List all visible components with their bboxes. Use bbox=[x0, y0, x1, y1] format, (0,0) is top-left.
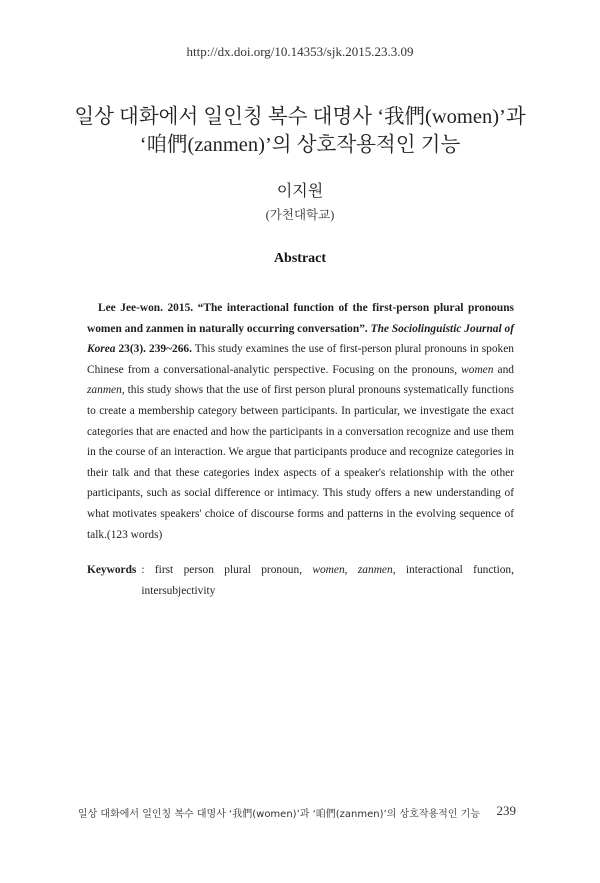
page-footer bbox=[0, 803, 600, 823]
paper-title bbox=[40, 103, 560, 159]
term-zanmen: zanmen bbox=[87, 384, 122, 397]
keyword-women: women bbox=[312, 564, 345, 576]
abstract-text-1: This study examines the use of first-person plural pronouns in spoken Chinese from a conversational-analytic perspective. Focusing on the pronouns, bbox=[87, 343, 514, 376]
keywords-part-1: : first person plural pronoun, bbox=[141, 564, 313, 576]
citation-author-year: Lee Jee-won. 2015. bbox=[98, 302, 198, 314]
citation-title: “The interactional function of the first-person plural pronouns women and zanmen in naturally occurring conversation”. bbox=[87, 302, 514, 335]
abstract-text-2: and bbox=[493, 363, 514, 376]
citation-volume-pages: 23(3). 239~266. bbox=[115, 343, 192, 356]
author-name: 이지원 bbox=[276, 183, 324, 200]
abstract-heading: Abstract bbox=[273, 251, 327, 266]
abstract-body bbox=[87, 298, 514, 545]
keywords-sep: , bbox=[344, 564, 358, 576]
running-title: 일상 대화에서 일인칭 복수 대명사 ‘我們(women)’과 ‘咱們(zanmen)’의 상호작용적인 기능 bbox=[77, 809, 480, 820]
term-women: women bbox=[461, 363, 494, 376]
title-line-1: 일상 대화에서 일인칭 복수 대명사 ‘我們(women)’과 bbox=[74, 106, 526, 128]
author-affiliation: (가천대학교) bbox=[265, 208, 335, 222]
keywords bbox=[87, 560, 514, 601]
abstract-text-3: , this study shows that the use of first person plural pronouns systematically functions to create a membership category between participants. In particular, we investigate the exact categories that are enacted and how the participants in a conversation recognize and use them in the course of an interaction. We argue that participants produce and recognize categories in their talk and that these categories index aspects of a speaker's relationship with the other participants, such as social difference or intimacy. This study offers a new understanding of what motivates speakers' choice of discourse forms and patterns in the evolving sequence of talk.(123 words) bbox=[87, 384, 514, 541]
doi-link[interactable]: http://dx.doi.org/10.14353/sjk.2015.23.3.09 bbox=[186, 44, 414, 59]
keywords-part-2: , interactional function, intersubjectivity bbox=[141, 564, 514, 597]
page-number: 239 bbox=[496, 803, 516, 818]
title-line-2: ‘咱們(zanmen)’의 상호작용적인 기능 bbox=[139, 134, 461, 156]
citation-journal: The Sociolinguistic Journal of Korea bbox=[87, 322, 515, 356]
keyword-zanmen: zanmen bbox=[357, 564, 393, 576]
keywords-list bbox=[136, 560, 514, 601]
keywords-label: Keywords bbox=[87, 564, 137, 576]
